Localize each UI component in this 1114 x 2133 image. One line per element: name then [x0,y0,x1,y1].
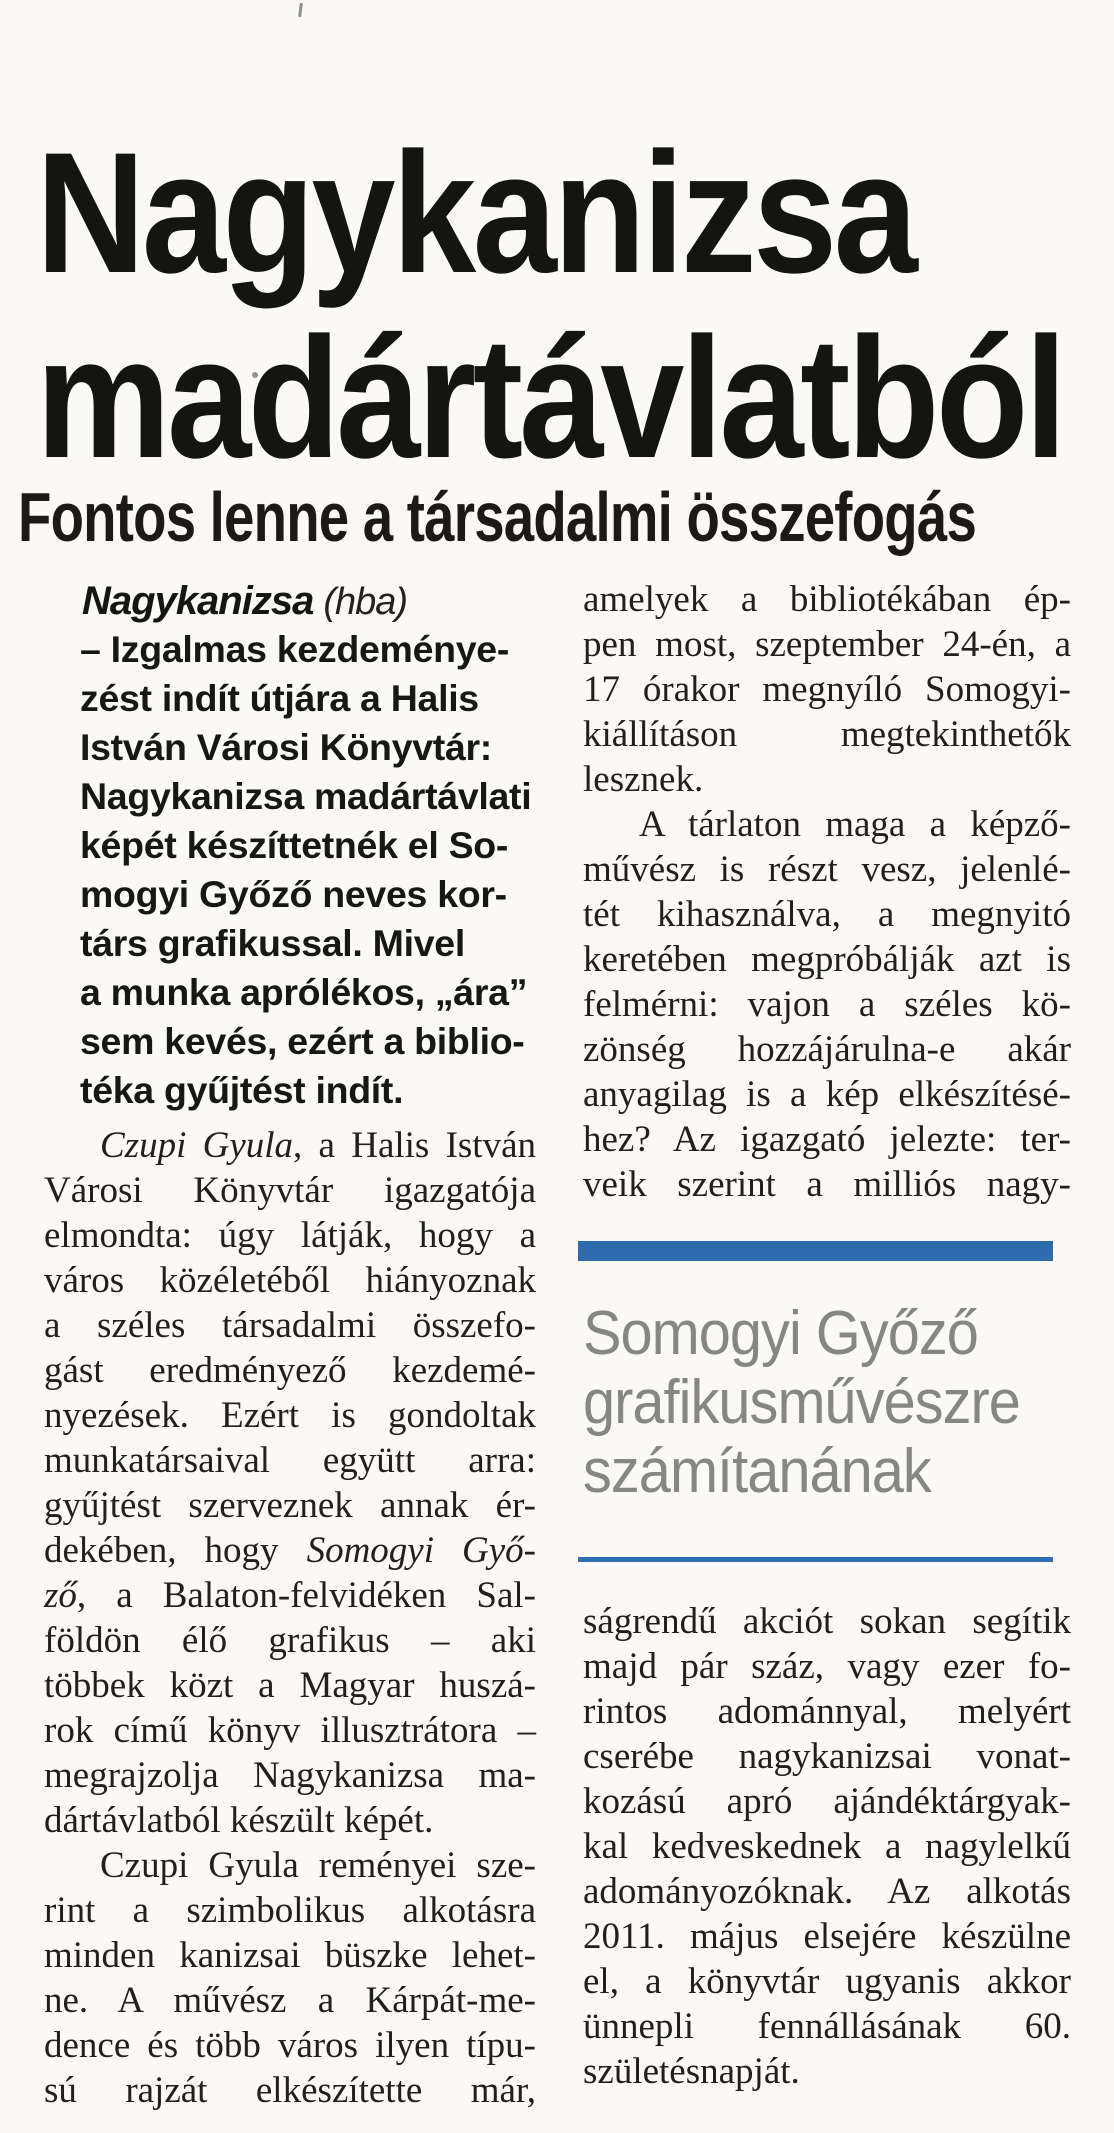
scan-artifact [298,3,303,17]
article-left-column [44,577,536,2113]
pull-quote: Somogyi Győző grafikusművészre számítanának [583,1299,1020,1506]
dateline [44,577,536,625]
body-paragraph: ságrendű akciót sokan segítik majd pár száz, vagy ezer fo- rintos adománnyal, melyért cserébe nagykanizsai vonat- kozású apró ajándéktárgyak- kal kedveskednek a nagylelkű adományozóknak. Az alkotás 2011. május elsejére készülne el, a könyvtár ugyanis akkor ünnepli fennállásának 60. születésnapját. [583,1601,1071,2092]
dateline-city: Nagykanizsa [82,579,314,623]
lead-paragraph: – Izgalmas kezdeménye- zést indít útjára a Halis István Városi Könyvtár: Nagykanizsa madártávlati képét készíttetnék el So- mogyi Győző neves kor- társ grafikussal. Mivel a munka aprólékos, „ára” sem kevés, ezért a biblio- téka gyűjtést indít. [80,628,532,1111]
headline: Nagykanizsa madártávlatból [36,117,1064,495]
dateline-credit: (hba) [323,581,408,623]
pull-quote-rule-bottom [578,1557,1053,1562]
body-paragraph: Czupi Gyula, a Halis István Városi Könyvtár igazgatója elmondta: úgy látják, hogy a város közéletéből hiányoznak a széles társadalmi összefo- gást eredményező kezdemé- nyezések. Ezért is gondoltak munkatársaival együtt arra: gyűjtést szerveznek annak ér- dekében, hogy Somogyi Győ- ző, a Balaton-felvidéken Sal- földön élő grafikus – aki többek közt a Magyar huszá- rok című könyv illusztrátora – megrajzolja Nagykanizsa ma- dártávlatból készült képét. [44,1125,537,1841]
article-right-column [583,577,1071,2094]
body-paragraph: amelyek a bibliotékában ép- pen most, szeptember 24-én, a 17 órakor megnyíló Somogyi- kiállításon megtekinthetők lesznek. [583,579,1071,800]
body-paragraph: Czupi Gyula reményei sze- rint a szimbolikus alkotásra minden kanizsai büszke lehet- ne. A művész a Kárpát-me- dence és több város ilyen típu- sú rajzát elkészítette már, [44,1845,536,2111]
body-paragraph: A tárlaton maga a képző- művész is részt vesz, jelenlé- tét kihasználva, a megnyitó keretében megpróbálják azt is felmérni: vajon a széles kö- zönség hozzájárulna-e akár anyagilag is a kép elkészítésé- hez? Az igazgató jelezte: ter- veik szerint a milliós nagy- [583,804,1071,1205]
pull-quote-rule-top [578,1241,1053,1261]
subheadline: Fontos lenne a társadalmi összefogás [18,478,977,557]
